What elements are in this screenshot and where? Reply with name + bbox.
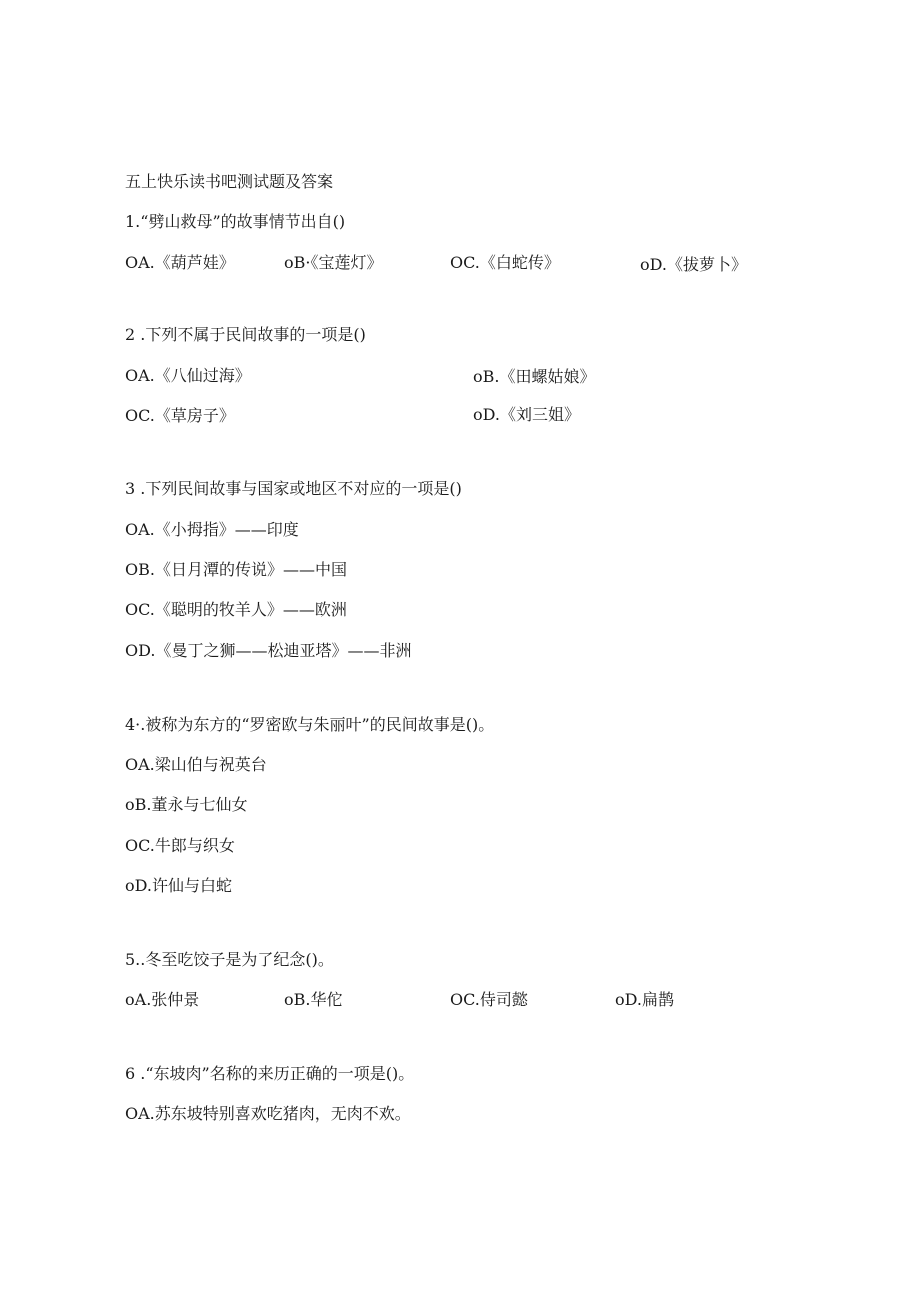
question-6-option-a: OA.苏东坡特别喜欢吃猪肉，无肉不欢。 xyxy=(125,1104,411,1123)
question-5-option-b: oB.华佗 xyxy=(284,990,343,1009)
question-3-option-c: OC.《聪明的牧羊人》——欧洲 xyxy=(125,600,347,619)
question-3-option-d: OD.《曼丁之狮——松迪亚塔》——非洲 xyxy=(125,641,412,660)
question-5-option-d: oD.扁鹊 xyxy=(615,990,674,1009)
question-5-option-a: oA.张仲景 xyxy=(125,990,200,1009)
question-1-stem: 1.“劈山救母”的故事情节出自() xyxy=(125,212,346,231)
question-2-stem: 2 .下列不属于民间故事的一项是() xyxy=(125,325,366,344)
question-4-option-d: oD.许仙与白蛇 xyxy=(125,876,232,895)
question-2-option-a: OA.《八仙过海》 xyxy=(125,366,251,385)
question-3-stem: 3 .下列民间故事与国家或地区不对应的一项是() xyxy=(125,479,462,498)
question-4-option-b: oB.董永与七仙女 xyxy=(125,795,248,814)
question-4-option-c: OC.牛郎与织女 xyxy=(125,836,235,855)
question-5-stem: 5..冬至吃饺子是为了纪念()。 xyxy=(125,950,334,969)
question-2-option-c: OC.《草房子》 xyxy=(125,406,235,425)
question-1-option-c: OC.《白蛇传》 xyxy=(450,253,560,272)
question-5-option-c: OC.侍司懿 xyxy=(450,990,528,1009)
question-2-option-d: oD.《刘三姐》 xyxy=(473,405,580,424)
question-3-option-a: OA.《小拇指》——印度 xyxy=(125,520,299,539)
question-6-stem: 6 .“东坡肉”名称的来历正确的一项是()。 xyxy=(125,1064,415,1083)
question-1-option-b: oB·《宝莲灯》 xyxy=(284,253,383,272)
question-3-option-b: OB.《日月潭的传说》——中国 xyxy=(125,560,347,579)
question-2-option-b: oB.《田螺姑娘》 xyxy=(473,367,596,386)
doc-title: 五上快乐读书吧测试题及答案 xyxy=(125,172,334,191)
question-4-stem: 4·.被称为东方的“罗密欧与朱丽叶”的民间故事是()。 xyxy=(125,715,495,734)
question-1-option-a: OA.《葫芦娃》 xyxy=(125,253,235,272)
question-4-option-a: OA.梁山伯与祝英台 xyxy=(125,755,267,774)
question-1-option-d: oD.《拔萝卜》 xyxy=(640,255,747,274)
